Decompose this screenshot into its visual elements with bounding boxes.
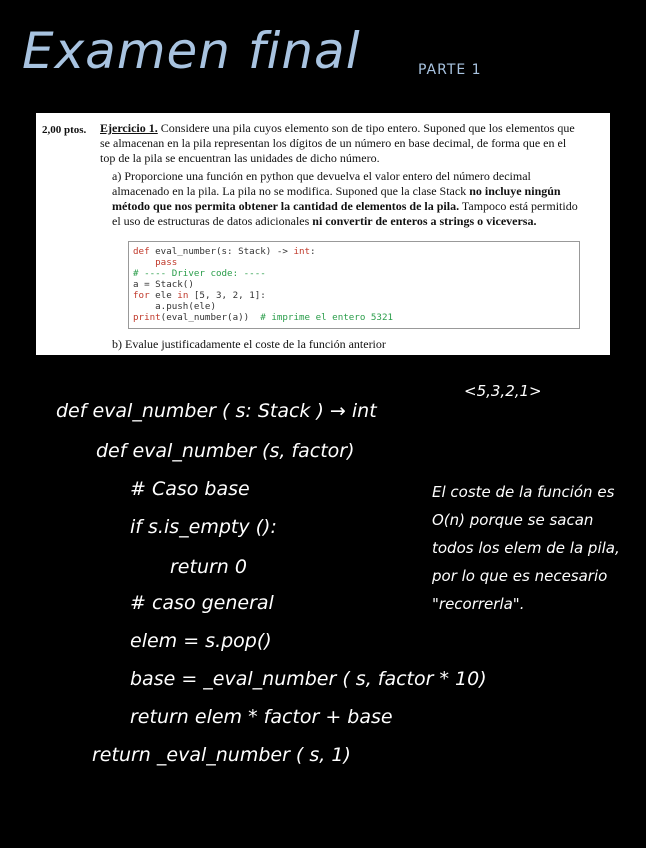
- part-a-text-2: Tampoco está permitido el uso de estructuras de datos adicionales: [112, 199, 578, 228]
- code-comment: # ---- Driver code: ----: [133, 268, 266, 279]
- exercise-intro: [100, 121, 582, 166]
- part-a-bold-1: no incluye ningún método que nos permita obtener la cantidad de elementos de la pila.: [112, 184, 561, 213]
- exercise-text: Considere una pila cuyos elemento son de tipo entero. Suponed que los elementos que se almacenan en la pila representan los dígitos de un número en base decimal, de forma que en el top de la pila se encuentran las unidades de dicho número.: [100, 121, 575, 165]
- hw-line-6: # caso general: [130, 592, 274, 614]
- part-a-prefix: a): [112, 169, 122, 183]
- code-text: a = Stack(): [133, 279, 194, 290]
- points-label: 2,00 ptos.: [42, 124, 87, 136]
- part-b: [112, 337, 582, 352]
- hw-line-5: return 0: [170, 556, 247, 578]
- hw-line-7: elem = s.pop(): [130, 630, 272, 652]
- code-text: ele: [149, 290, 178, 301]
- exam-statement: [36, 113, 610, 355]
- code-text: eval_number(s: Stack) ->: [149, 246, 294, 257]
- part-a-bold-2: ni convertir de enteros a strings o viceversa.: [312, 214, 537, 228]
- code-keyword: pass: [155, 257, 178, 268]
- hw-line-2: def eval_number (s, factor): [96, 440, 355, 462]
- code-comment: # imprime el entero 5321: [260, 312, 394, 323]
- code-keyword: def: [133, 246, 150, 257]
- code-builtin: print: [133, 312, 161, 323]
- part-a: [112, 169, 582, 229]
- part-b-prefix: b): [112, 337, 122, 351]
- code-text: (eval_number(a)): [160, 312, 261, 323]
- hw-line-9: return elem * factor + base: [130, 706, 393, 728]
- hw-line-3: # Caso base: [130, 478, 250, 500]
- code-block: [128, 241, 580, 329]
- part-b-text: Evalue justificadamente el coste de la función anterior: [125, 337, 386, 351]
- code-builtin: int: [293, 246, 311, 257]
- code-text: :: [310, 246, 316, 257]
- hw-line-10: return _eval_number ( s, 1): [92, 744, 351, 766]
- hw-line-4: if s.is_empty ():: [130, 516, 277, 538]
- hw-line-1: def eval_number ( s: Stack ) → int: [56, 400, 377, 422]
- code-text: a.push(ele): [155, 301, 216, 312]
- hw-line-8: base = _eval_number ( s, factor * 10): [130, 668, 487, 690]
- page-subtitle: PARTE 1: [418, 62, 482, 78]
- cost-note: El coste de la función es O(n) porque se sacan todos los elem de la pila, por lo que es necesario "recorrerla".: [432, 483, 620, 613]
- stack-note: <5,3,2,1>: [464, 382, 542, 400]
- exercise-label: Ejercicio 1.: [100, 121, 158, 135]
- page-title: Examen final: [22, 22, 361, 80]
- code-keyword: in: [177, 290, 189, 301]
- part-a-text: Proporcione una función en python que devuelva el valor entero del número decimal almacenado en la pila. La pila no se modifica. Suponed que la clase Stack: [112, 169, 531, 198]
- code-keyword: for: [133, 290, 150, 301]
- code-text: [5, 3, 2, 1]:: [188, 290, 266, 301]
